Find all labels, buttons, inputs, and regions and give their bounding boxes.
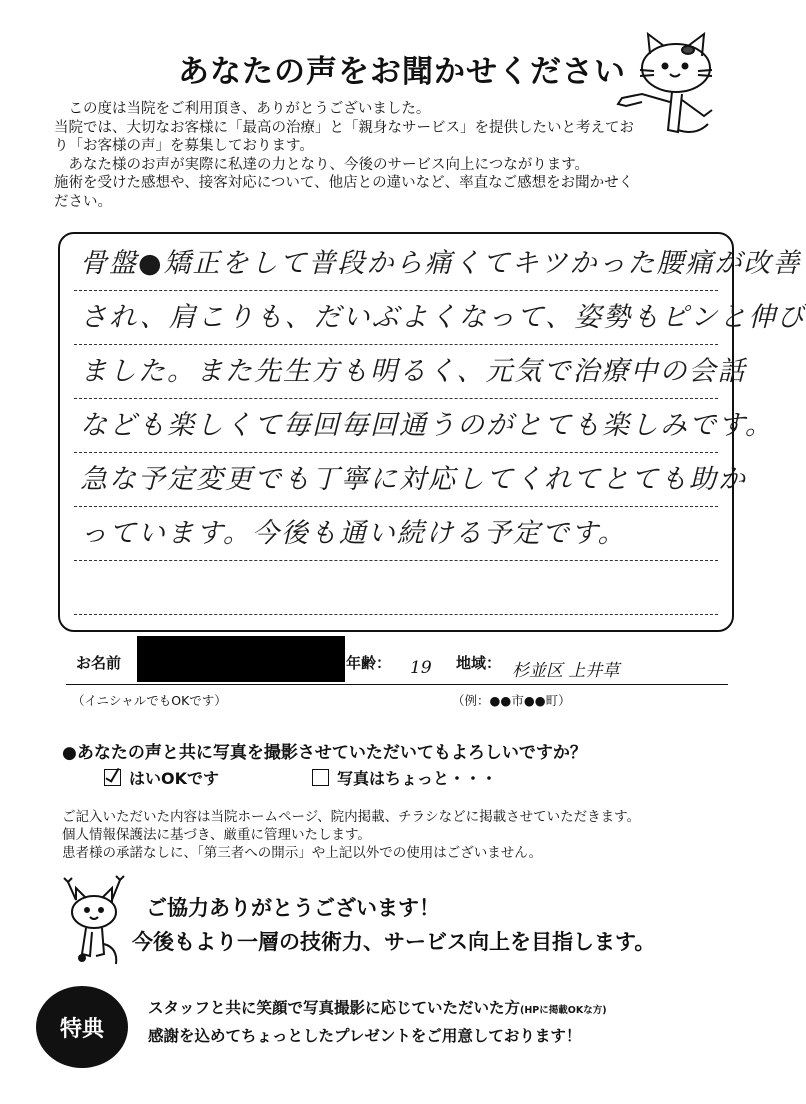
intro-line: 施術を受けた感想や、接客対応について、他店との違いなど、率直なご感想をお聞かせく — [54, 175, 634, 191]
notice-line: ご記入いただいた内容は当院ホームページ、院内掲載、チラシなどに掲載させていただきます。 — [62, 809, 641, 825]
testimonial-line: ました。また先生方も明るく、元気で治療中の会話 — [74, 344, 718, 399]
name-label: お名前 — [76, 654, 122, 672]
area-value: 杉並区 上井草 — [512, 661, 620, 681]
thanks-line-1: ご協力ありがとうございます！ — [146, 896, 440, 920]
testimonial-line: なども楽しくて毎回毎回通うのがとても楽しみです。 — [74, 398, 718, 453]
testimonial-line — [74, 560, 718, 615]
name-redaction — [137, 636, 345, 682]
tokuten-line-1 — [148, 996, 607, 1018]
cat-mascot-icon — [58, 874, 130, 970]
testimonial-line: 急な予定変更でも丁寧に対応してくれてとても助か — [74, 452, 718, 507]
intro-line: り「お客様の声」を募集しております。 — [54, 138, 314, 154]
intro-line: この度は当院をご利用頂き、ありがとうございました。 — [54, 101, 431, 117]
testimonial-box — [58, 232, 806, 632]
testimonial-line: され、肩こりも、だいぶよくなって、姿勢もピンと伸び — [74, 290, 718, 345]
photo-option-no-label: 写真はちょっと・・・ — [337, 769, 498, 788]
checkbox-checked-icon[interactable] — [104, 769, 121, 786]
tokuten-line-1-small: (HPに掲載OKな方) — [520, 1005, 607, 1016]
intro-line: あなた様のお声が実際に私達の力となり、今後のサービス向上につながります。 — [54, 156, 590, 173]
testimonial-line: っています。今後も通い続ける予定です。 — [74, 506, 718, 561]
testimonial-line: 骨盤●矯正をして普段から痛くてキツかった腰痛が改善 — [74, 236, 718, 291]
area-hint: （例：●●市●●町） — [452, 693, 571, 708]
checkbox-icon[interactable] — [312, 769, 329, 786]
photo-question: ●あなたの声と共に写真を撮影させていただいてもよろしいですか？ — [62, 743, 587, 763]
tokuten-badge: 特典 — [36, 986, 128, 1068]
age-label: 年齢： — [346, 654, 392, 672]
photo-option-no[interactable] — [312, 766, 497, 789]
photo-option-yes[interactable] — [104, 766, 219, 789]
intro-text — [54, 100, 744, 211]
area-label: 地域： — [456, 654, 502, 672]
tokuten-line-1-text: スタッフと共に笑顔で写真撮影に応じていただいた方 — [148, 999, 521, 1017]
photo-option-yes-label: はいOKです — [129, 769, 220, 788]
age-value: 19 — [410, 658, 432, 678]
privacy-notice — [62, 808, 640, 862]
name-hint: （イニシャルでもOKです） — [72, 693, 227, 708]
page-title: あなたの声をお聞かせください — [178, 54, 626, 90]
intro-line: 当院では、大切なお客様に「最高の治療」と「親身なサービス」を提供したいと考えてお — [54, 119, 634, 136]
thanks-line-2: 今後もより一層の技術力、サービス向上を目指します。 — [132, 930, 656, 954]
notice-line: 個人情報保護法に基づき、厳重に管理いたします。 — [62, 827, 371, 843]
intro-line: ださい。 — [54, 193, 112, 210]
notice-line: 患者様の承諾なしに、「第三者への開示」や上記以外での使用はございません。 — [62, 845, 543, 861]
form-underline — [66, 684, 728, 685]
tokuten-line-2: 感謝を込めてちょっとしたプレゼントをご用意しております！ — [148, 1027, 582, 1045]
